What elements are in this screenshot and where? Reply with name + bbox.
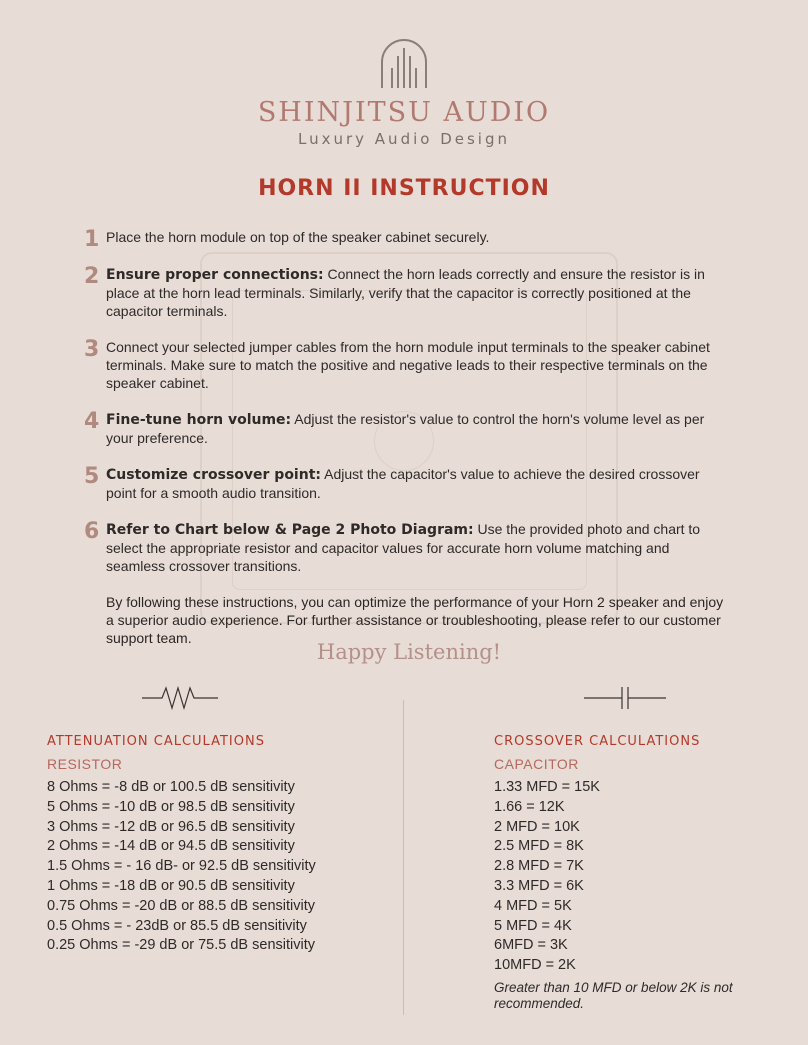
list-item: 2.5 MFD = 8K xyxy=(494,838,584,855)
list-item: 2 Ohms = -14 dB or 94.5 dB sensitivity xyxy=(47,838,295,855)
list-item: 8 Ohms = -8 dB or 100.5 dB sensitivity xyxy=(47,779,295,795)
list-item: 5 Ohms = -10 dB or 98.5 dB sensitivity xyxy=(47,798,295,815)
step-text: Connect your selected jumper cables from the horn module input terminals to the speaker cabinet terminals. Make sure to match the positive and negative leads to their respective terminals on the speaker cabinet. xyxy=(106,339,710,391)
column-divider xyxy=(403,700,404,1015)
attenuation-section xyxy=(47,733,387,956)
resistor-list xyxy=(47,778,387,956)
list-item: 0.5 Ohms = - 23dB or 85.5 dB sensitivity xyxy=(47,917,307,934)
brand-name: SHINJITSU AUDIO xyxy=(257,97,551,128)
step-bold-text: Refer to Chart below & Page 2 Photo Diagram: xyxy=(106,522,474,538)
page-title: HORN II INSTRUCTION xyxy=(258,176,550,201)
logo-mark-icon xyxy=(378,38,430,90)
resistor-symbol-icon xyxy=(142,685,218,711)
crossover-heading: CROSSOVER CALCULATIONS xyxy=(494,734,701,749)
step-text: Use the provided photo and chart to select the appropriate resistor and capacitor values for accurate horn volume matching and seamless crossover transitions. xyxy=(106,521,701,574)
list-item: 3.3 MFD = 6K xyxy=(494,877,584,894)
step-text: Connect the horn leads correctly and ensure the resistor is in place at the horn lead terminals. Similarly, verify that the capacitor is correctly positioned at the capacitor terminals. xyxy=(106,266,705,319)
crossover-note: Greater than 10 MFD or below 2K is not recommended. xyxy=(494,979,733,1011)
step-number: 3 xyxy=(84,337,100,362)
list-item: 1.5 Ohms = - 16 dB- or 92.5 dB sensitivity xyxy=(47,858,316,875)
step-bold-text: Customize crossover point: xyxy=(106,467,321,483)
instruction-steps xyxy=(84,228,724,647)
brand-tagline: Luxury Audio Design xyxy=(298,130,510,148)
closing-paragraph: By following these instructions, you can optimize the performance of your Horn 2 speaker and enjoy a superior audio experience. For further assistance or troubleshooting, please refer to our customer support team. xyxy=(106,594,724,646)
list-item: 1.66 = 12K xyxy=(494,798,565,815)
attenuation-heading: ATTENUATION CALCULATIONS xyxy=(47,734,265,749)
step-number: 4 xyxy=(84,409,100,434)
step-number: 1 xyxy=(84,227,100,252)
step-text: Place the horn module on top of the speaker cabinet securely. xyxy=(106,229,490,245)
step-number: 2 xyxy=(84,264,100,289)
resistor-subheading: RESISTOR xyxy=(47,756,123,772)
step-5 xyxy=(84,465,724,502)
list-item: 0.75 Ohms = -20 dB or 88.5 dB sensitivity xyxy=(47,897,315,914)
step-2 xyxy=(84,265,724,320)
happy-listening: Happy Listening! xyxy=(316,640,502,664)
step-bold-text: Ensure proper connections: xyxy=(106,267,324,283)
capacitor-subheading: CAPACITOR xyxy=(494,756,579,772)
list-item: 1 Ohms = -18 dB or 90.5 dB sensitivity xyxy=(47,877,295,894)
list-item: 3 Ohms = -12 dB or 96.5 dB sensitivity xyxy=(47,818,295,835)
list-item: 10MFD = 2K xyxy=(494,957,576,974)
step-bold-text: Fine-tune horn volume: xyxy=(106,412,292,428)
list-item: 1.33 MFD = 15K xyxy=(494,779,600,795)
list-item: 6MFD = 3K xyxy=(494,937,568,954)
list-item: 4 MFD = 5K xyxy=(494,897,572,914)
capacitor-list xyxy=(494,778,774,976)
step-3 xyxy=(84,338,724,392)
list-item: 2.8 MFD = 7K xyxy=(494,858,584,875)
step-number: 6 xyxy=(84,519,100,544)
list-item: 2 MFD = 10K xyxy=(494,818,580,835)
crossover-section xyxy=(494,733,774,1012)
list-item: 5 MFD = 4K xyxy=(494,917,572,934)
capacitor-symbol-icon xyxy=(584,685,666,711)
step-text: Adjust the capacitor's value to achieve the desired crossover point for a smooth audio transition. xyxy=(106,466,700,501)
brand-logo xyxy=(0,38,808,148)
list-item: 0.25 Ohms = -29 dB or 75.5 dB sensitivity xyxy=(47,937,315,954)
step-6 xyxy=(84,520,724,575)
step-text: Adjust the resistor's value to control the horn's volume level as per your preference. xyxy=(106,411,705,446)
step-number: 5 xyxy=(84,464,100,489)
step-4 xyxy=(84,410,724,447)
step-1 xyxy=(84,227,724,252)
